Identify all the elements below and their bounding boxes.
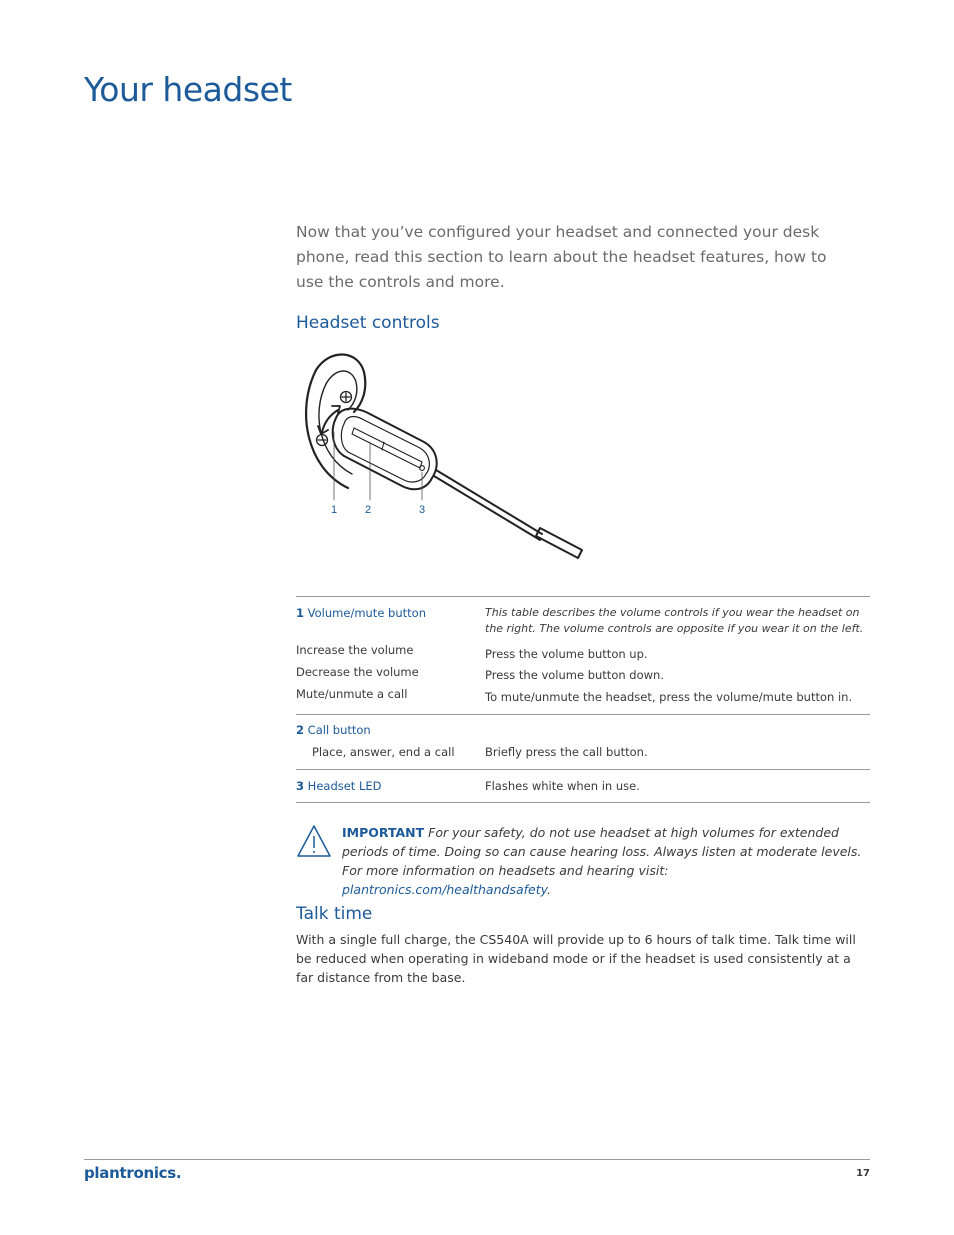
callout-2: 2 — [364, 504, 372, 516]
led-instruction: Flashes white when in use. — [485, 779, 640, 793]
table-rule-2 — [296, 769, 870, 770]
table-rule-top — [296, 596, 870, 597]
call-action: Place, answer, end a call — [312, 745, 455, 759]
important-text: For your safety, do not use headset at high volumes for extended periods of time. Doing so can cause hearing loss. Always listen at moderate levels. For more information on headsets and hearing visit: — [342, 825, 862, 878]
volume-instruction-mute: To mute/unmute the headset, press the volume/mute button in. — [485, 690, 853, 704]
table-rule-bottom — [296, 802, 870, 803]
important-label: IMPORTANT — [342, 825, 425, 840]
volume-action-decrease: Decrease the volume — [296, 665, 419, 679]
call-control-name: Call button — [307, 723, 371, 737]
call-control-number: 2 — [296, 723, 305, 737]
volume-control-number: 1 — [296, 606, 305, 620]
page-title: Your headset — [84, 70, 292, 109]
footer-rule — [84, 1159, 870, 1160]
table-rule-1 — [296, 714, 870, 715]
plantronics-logo: plantronics. — [84, 1164, 182, 1182]
intro-paragraph: Now that you’ve configured your headset and connected your desk phone, read this section to learn about the headset features, how to use the controls and more. — [296, 223, 827, 291]
callout-3: 3 — [418, 504, 426, 516]
volume-action-increase: Increase the volume — [296, 643, 414, 657]
volume-instruction-decrease: Press the volume button down. — [485, 668, 664, 682]
volume-instruction-increase: Press the volume button up. — [485, 647, 648, 661]
volume-control-label — [296, 606, 426, 620]
volume-table-note: This table describes the volume controls if you wear the headset on the right. The volume controls are opposite if you wear it on the left. — [485, 606, 864, 635]
warning-icon — [296, 824, 332, 858]
headset-illustration — [296, 350, 596, 570]
health-safety-link[interactable]: plantronics.com/healthandsafety — [342, 882, 548, 897]
callout-1: 1 — [330, 504, 338, 516]
talk-time-heading: Talk time — [296, 904, 373, 924]
call-instruction: Briefly press the call button. — [485, 745, 648, 759]
call-control-label — [296, 723, 371, 737]
important-notice — [342, 823, 870, 899]
volume-control-name: Volume/mute button — [307, 606, 426, 620]
important-trailing: . — [547, 882, 552, 897]
led-control-label — [296, 779, 382, 793]
page-number: 17 — [856, 1168, 870, 1179]
led-control-number: 3 — [296, 779, 305, 793]
headset-controls-heading: Headset controls — [296, 313, 440, 333]
volume-action-mute: Mute/unmute a call — [296, 687, 408, 701]
talk-time-body: With a single full charge, the CS540A will provide up to 6 hours of talk time. Talk time will be reduced when operating in wideband mode or if the headset is used consistently at a far distance from the base. — [296, 932, 856, 985]
led-control-name: Headset LED — [307, 779, 382, 793]
